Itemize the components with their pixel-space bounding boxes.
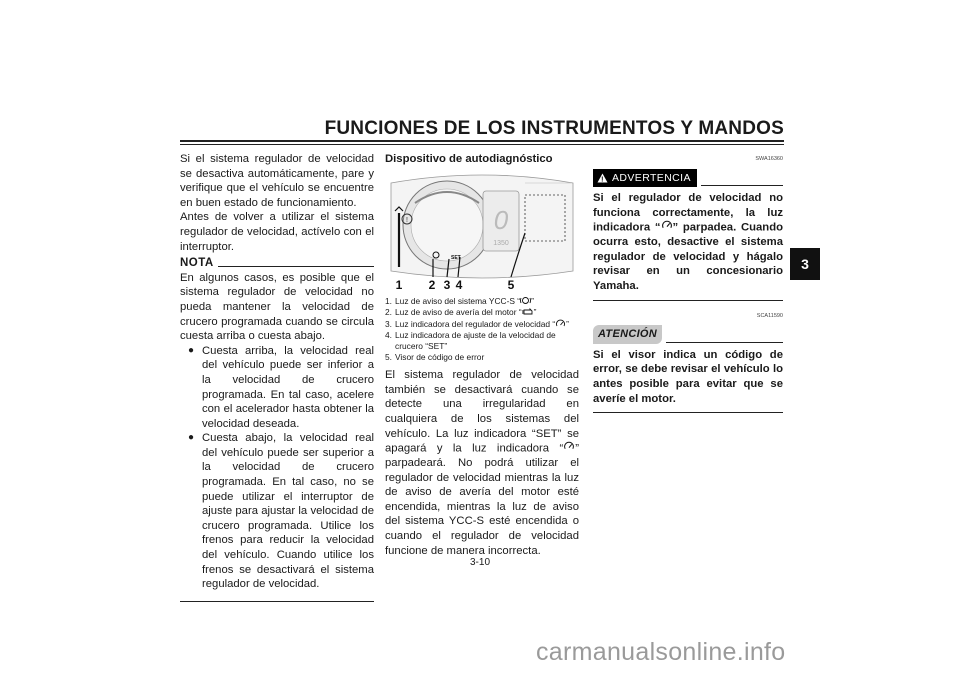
paragraph: Antes de volver a utilizar el sistema regulador de velocidad, actívelo con el interruptor. xyxy=(180,211,374,253)
caption-number: 3. xyxy=(385,318,392,329)
dashboard-illustration xyxy=(385,173,579,291)
caution-label: ATENCIÓN xyxy=(593,325,662,344)
column-left xyxy=(180,152,374,602)
caption-item xyxy=(385,296,579,308)
list-item xyxy=(180,344,374,432)
callout-number-3: 3 xyxy=(443,277,451,291)
caption-text: Visor de código de error xyxy=(395,351,485,362)
svg-text:1350: 1350 xyxy=(493,239,509,247)
note-end-rule xyxy=(180,601,374,602)
caption-text: Luz indicadora de ajuste de la velocidad de crucero “SET” xyxy=(395,330,556,351)
watermark: carmanualsonline.info xyxy=(536,638,786,666)
title-rule-thin xyxy=(180,144,784,145)
body-paragraph xyxy=(385,368,579,558)
caution-text: Si el visor indica un código de error, se debe revisar el vehículo lo antes posible para evitar que se averíe el motor. xyxy=(593,348,783,405)
caption-item xyxy=(385,319,579,331)
note-text: En algunos casos, es posible que el sistema regulador de velocidad no pueda mantener la velocidad de crucero programada cuando se circula cuesta arriba o cuesta abajo. xyxy=(180,271,374,343)
column-middle xyxy=(385,152,579,558)
caption-text: Luz de aviso de avería del motor “ xyxy=(395,307,522,318)
caution-code: SCA11590 xyxy=(756,312,783,319)
caption-number: 1. xyxy=(385,295,392,306)
engine-warning-icon xyxy=(522,307,534,319)
paragraph: Si el sistema regulador de velocidad se desactiva automáticamente, pare y verifique que el vehículo se encuentre en buen estado de funcionamiento. xyxy=(180,153,374,209)
body-text-end: ” parpadeará. No podrá utilizar el regulador de velocidad mientras la luz de aviso de avería del motor esté encendida, mientras la luz de aviso del sistema YCC-S esté encendida o cuando el regulador de velocidad funcione de manera incorrecta. xyxy=(385,442,579,557)
note-header xyxy=(180,256,374,271)
warning-text-end: ” parpadea. Cuando ocurra esto, desactive el sistema regulador de velocidad y hágalo revisar en un concesionario Yamaha. xyxy=(593,221,783,293)
chapter-tab: 3 xyxy=(790,248,820,280)
list-item-text: Cuesta arriba, la velocidad real del vehículo puede ser inferior a la velocidad de crucero programada. En tal caso, acelere con el acelerador hasta obtener la velocidad deseada. xyxy=(202,344,374,430)
page-title: FUNCIONES DE LOS INSTRUMENTOS Y MANDOS xyxy=(324,118,784,139)
callout-number-5: 5 xyxy=(507,277,515,291)
set-indicator-text: SET xyxy=(451,254,461,261)
callout-number-4: 4 xyxy=(455,277,463,291)
warning-triangle-icon xyxy=(597,173,608,183)
callout-number-2: 2 xyxy=(428,277,436,291)
note-label: NOTA xyxy=(180,257,214,270)
warning-rule xyxy=(701,185,783,186)
caption-item xyxy=(385,307,579,319)
callout-number-1: 1 xyxy=(395,277,403,291)
warning-text xyxy=(593,191,783,293)
warning-label: ADVERTENCIA xyxy=(612,171,691,184)
instrument-figure xyxy=(385,173,579,291)
caution-rule xyxy=(666,342,783,343)
warning-header xyxy=(593,169,783,188)
cruise-control-icon xyxy=(661,220,673,235)
svg-text:0: 0 xyxy=(493,204,509,235)
warning-badge xyxy=(593,169,697,188)
caption-text-end: ” xyxy=(566,318,569,329)
svg-text:!: ! xyxy=(406,216,408,224)
caution-header xyxy=(593,325,783,344)
caption-text: Luz indicadora del regulador de velocidad “ xyxy=(395,318,556,329)
cruise-control-icon xyxy=(563,441,575,456)
section-heading: Dispositivo de autodiagnóstico xyxy=(385,153,553,165)
bullet-icon: ● xyxy=(188,432,195,444)
caption-text-end: ” xyxy=(531,295,534,306)
caption-number: 2. xyxy=(385,307,392,318)
note-rule xyxy=(218,266,374,267)
figure-caption xyxy=(385,296,579,363)
warning-code: SWA16360 xyxy=(755,156,783,162)
cruise-control-icon xyxy=(555,319,566,331)
body-text: El sistema regulador de velocidad también se desactivará cuando se detecte una irregularidad en cualquiera de los sistemas del vehículo. La luz indicadora “SET” se apagará y la luz indicadora “ xyxy=(385,369,579,455)
caption-item xyxy=(385,352,579,363)
caption-item xyxy=(385,330,579,351)
ycc-s-warning-icon xyxy=(520,296,531,308)
warning-end-rule xyxy=(593,300,783,301)
caption-text-end: ” xyxy=(533,307,537,318)
list-item-text: Cuesta abajo, la velocidad real del vehículo puede ser superior a la velocidad de crucero programada. En tal caso, no se puede utilizar el interruptor de ajuste para ajustar la velocidad de crucero programada. Utilice los frenos para reducir la velocidad del vehículo. Cuando utilice los frenos se desactivará el sistema regulador de velocidad. xyxy=(202,432,374,591)
caption-number: 4. xyxy=(385,330,392,341)
list-item xyxy=(180,431,374,592)
title-rule xyxy=(180,140,784,142)
caption-text: Luz de aviso del sistema YCC-S “ xyxy=(395,295,521,306)
caption-number: 5. xyxy=(385,351,392,362)
warning-text-start: Si el regulador de velocidad no funciona correctamente, la luz indicadora “ xyxy=(593,192,783,234)
column-right xyxy=(593,152,783,413)
caution-end-rule xyxy=(593,412,783,413)
bullet-icon: ● xyxy=(188,344,195,356)
svg-text:!: ! xyxy=(601,176,604,183)
page-number: 3-10 xyxy=(469,557,490,568)
